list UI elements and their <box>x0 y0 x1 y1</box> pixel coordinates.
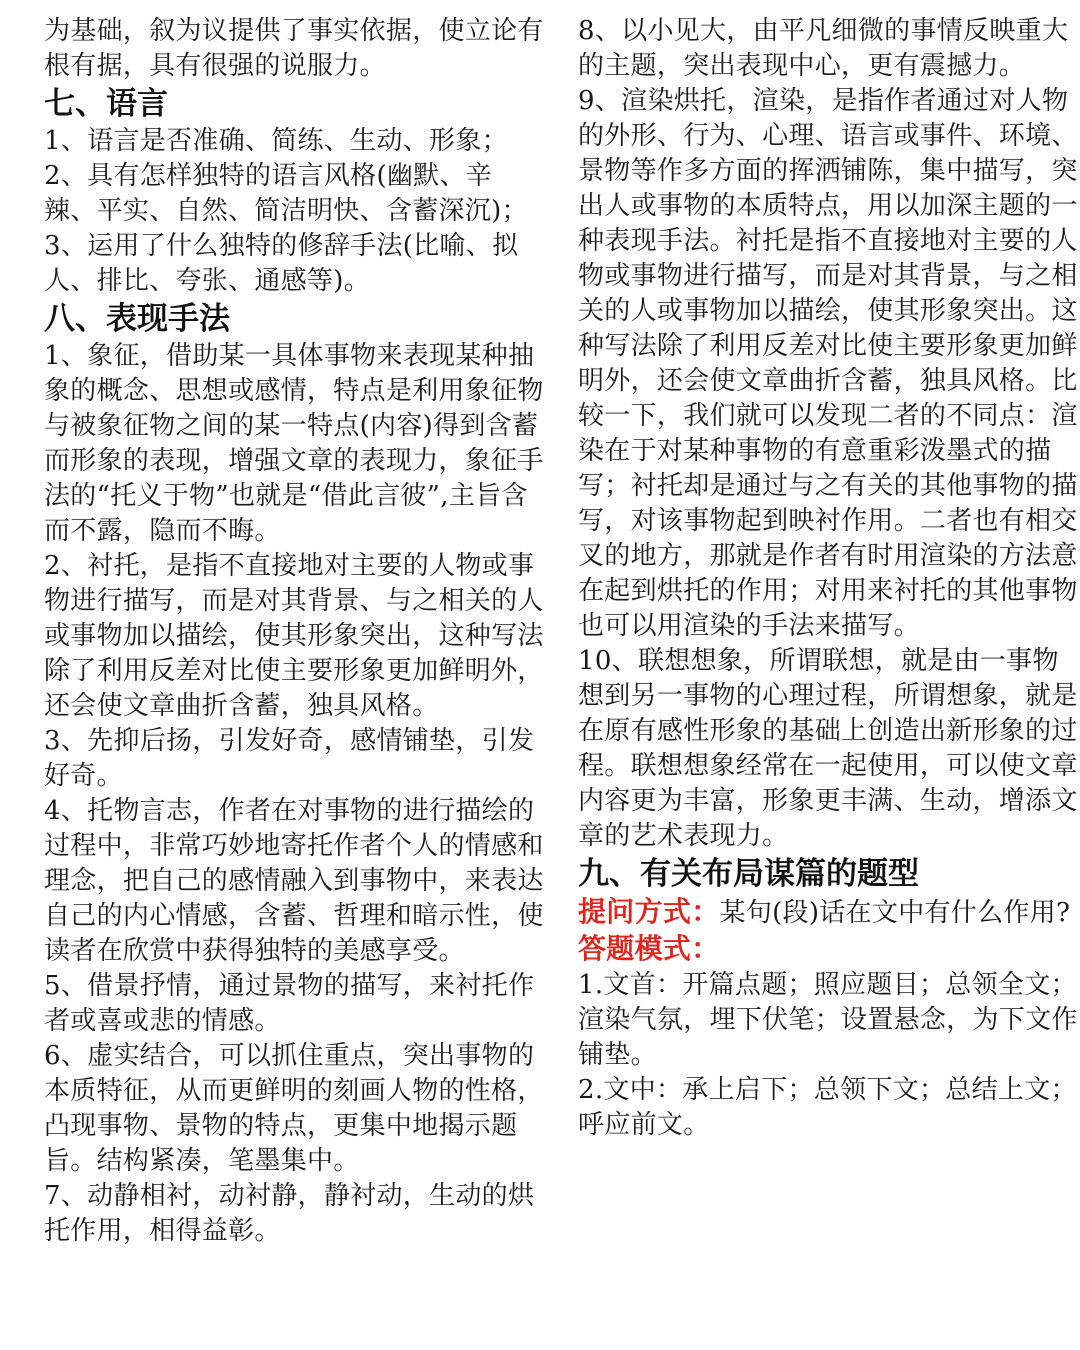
section-7-item: 2、具有怎样独特的语言风格(幽默、辛辣、平实、自然、简洁明快、含蓄深沉)； <box>44 161 528 226</box>
section-8-item: 10、联想想象，所谓联想，就是由一事物想到另一事物的心理过程，所谓想象，就是在原有感性形象的基础上创造出新形象的过程。联想想象经常在一起使用，可以使文章内容更为丰富，形象更丰满、生动，增添文章的艺术表现力。 <box>578 646 1078 851</box>
answer-item: 2.文中：承上启下；总领下文；总结上文；呼应前文。 <box>578 1075 1077 1140</box>
section-8-item: 1、象征，借助某一具体事物来表现某种抽象的概念、思想或感情，特点是利用象征物与被象征物之间的某一特点(内容)得到含蓄而形象的表现，增强文章的表现力，象征手法的“托义于物”也就是“借此言彼”,主旨含而不露，隐而不晦。 <box>44 341 544 546</box>
question-text: 某句(段)话在文中有什么作用? <box>719 898 1071 928</box>
section-8-item: 7、动静相衬，动衬静，静衬动，生动的烘托作用，相得益彰。 <box>44 1181 535 1246</box>
section-7-item: 3、运用了什么独特的修辞手法(比喻、拟人、排比、夸张、通感等)。 <box>44 231 519 296</box>
question-label: 提问方式： <box>578 895 720 928</box>
section-8-item: 9、渲染烘托，渲染，是指作者通过对人物的外形、行为、心理、语言或事件、环境、景物等作多方面的挥洒铺陈，集中描写，突出人或事物的本质特点，用以加深主题的一种表现手法。衬托是指不直接地对主要的人物或事物进行描写，而是对其背景，与之相关的人或事物加以描绘，使其形象突出。这种写法除了利用反差对比使主要形象更加鲜明外，还会使文章曲折含蓄，独具风格。比较一下，我们就可以发现二者的不同点：渲染在于对某种事物的有意重彩泼墨式的描写；衬托却是通过与之有关的其他事物的描写，对该事物起到映衬作用。二者也有相交叉的地方，那就是作者有时用渲染的方法意在起到烘托的作用；对用来衬托的其他事物也可以用渲染的手法来描写。 <box>578 86 1078 641</box>
section-7-heading: 七、语言 <box>44 86 168 122</box>
right-column <box>578 14 1078 1143</box>
section-8-item: 5、借景抒情，通过景物的描写，来衬托作者或喜或悲的情感。 <box>44 971 535 1036</box>
answer-item: 1.文首：开篇点题；照应题目；总领全文；渲染气氛，埋下伏笔；设置悬念，为下文作铺垫。 <box>578 970 1078 1070</box>
section-7-item: 1、语言是否准确、简练、生动、形象； <box>44 126 508 156</box>
section-8-heading: 八、表现手法 <box>44 301 230 337</box>
left-column <box>44 14 544 1249</box>
section-8-item: 8、以小见大，由平凡细微的事情反映重大的主题，突出表现中心，更有震撼力。 <box>578 16 1069 81</box>
intro-paragraph: 为基础，叙为议提供了事实依据，使立论有根有据，具有很强的说服力。 <box>44 16 544 81</box>
section-8-item: 6、虚实结合，可以抓住重点，突出事物的本质特征，从而更鲜明的刻画人物的性格，凸现事物、景物的特点，更集中地揭示题旨。结构紧凑，笔墨集中。 <box>44 1041 544 1176</box>
question-line <box>578 894 1078 968</box>
section-9-heading: 九、有关布局谋篇的题型 <box>578 856 919 892</box>
section-8-item: 2、衬托，是指不直接地对主要的人物或事物进行描写，而是对其背景、与之相关的人或事物加以描绘，使其形象突出，这种写法除了利用反差对比使主要形象更加鲜明外，还会使文章曲折含蓄，独具风格。 <box>44 551 544 721</box>
section-8-item: 4、托物言志，作者在对事物的进行描绘的过程中，非常巧妙地寄托作者个人的情感和理念，把自己的感情融入到事物中，来表达自己的内心情感，含蓄、哲理和暗示性，使读者在欣赏中获得独特的美感享受。 <box>44 796 544 966</box>
section-8-item: 3、先抑后扬，引发好奇，感情铺垫，引发好奇。 <box>44 726 535 791</box>
answer-label: 答题模式： <box>578 932 720 965</box>
